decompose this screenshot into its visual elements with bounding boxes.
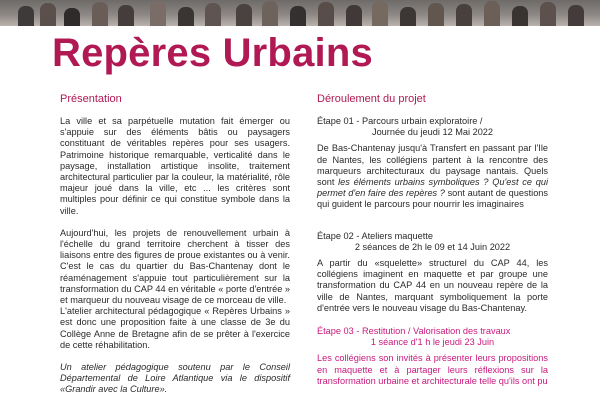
presentation-paragraph-3: L'atelier architectural pédagogique « Repères Urbains » est donc une proposition faite à une classe de 3e du Collège Anne de Bretagne afin de se prêter à l'exercice de cette réhabilitation. xyxy=(60,306,290,350)
step-03-title-line-2: 1 séance d'1 h le jeudi 23 Juin xyxy=(370,337,495,348)
project-steps-column xyxy=(317,92,548,399)
step-01 xyxy=(317,116,548,211)
step-03-title-line-1: Étape 03 - Restitution / Valorisation des travaux xyxy=(317,326,511,337)
presentation-heading: Présentation xyxy=(60,93,122,105)
step-01-body-questions: les éléments urbains symboliques ? Qu'est ce qui permet d'en faire des repères ? xyxy=(317,177,548,199)
step-02-body: A partir du «squelette» structurel du CAP 44, les collégiens imaginent en maquette et par groupe une transformation du CAP 44 en un nouveau repère de la ville de Nantes, marquant symboliquement la porte d'entrée vers le nouveau visage du Bas-Chantenay. xyxy=(317,258,548,313)
step-02-title-line-2: 2 séances de 2h le 09 et 14 Juin 2022 xyxy=(354,241,511,252)
step-01-title xyxy=(317,116,548,138)
step-02-title xyxy=(317,231,548,253)
step-01-title-line-2: Journée du jeudi 12 Mai 2022 xyxy=(371,127,494,138)
step-01-body-part-b: sont autant de questions qui guident le parcours pour nourrir les imaginaires xyxy=(317,188,549,210)
step-01-body-part-a: De Bas-Chantenay jusqu'à Transfert en passant par l'Ile de Nantes, les collégiens partent à la rencontre des marqueurs architecturaux du paysage nantais. Quels sont xyxy=(317,143,548,188)
document-title: Repères Urbains xyxy=(52,31,373,75)
step-02 xyxy=(317,231,548,314)
step-03 xyxy=(317,326,548,387)
step-01-body xyxy=(317,143,548,210)
step-01-title-line-1: Étape 01 - Parcours urbain exploratoire / xyxy=(317,116,483,126)
project-steps-heading: Déroulement du projet xyxy=(317,93,426,105)
presentation-paragraph-2: Aujourd'hui, les projets de renouvellement urbain à l'échelle du grand territoire cherchent à tisser des liaisons entre des figures de proue existantes ou à venir. C'est le cas du quartier du Bas-Chantenay dont le réaménagement s'appuie tout particulièrement sur la transformation du CAP 44 en véritable « porte d'entrée » et marqueur du nouveau visage de ce morceau de ville. xyxy=(60,227,290,306)
step-03-title xyxy=(317,326,548,348)
funding-note: Un atelier pédagogique soutenu par le Conseil Départemental de Loire Atlantique via le dispositif «Grandir avec la Culture». xyxy=(60,362,290,395)
presentation-column xyxy=(60,92,290,396)
header-photo xyxy=(0,0,600,26)
step-03-body: Les collégiens son invités à présenter leurs propositions en maquette et à partager leurs réflexions sur la transformation urbaine et architecturale telle qu'ils ont pu xyxy=(317,353,548,386)
step-02-title-line-1: Étape 02 - Ateliers maquette xyxy=(317,230,433,241)
presentation-paragraph-1: La ville et sa parpétuelle mutation fait émerger ou s'appuie sur des éléments bâtis ou paysagers constituant de véritables repères pour ses usagers. Patrimoine historique remarquable, verticalité dans le paysage, installation artistique insolite, traitement architectural particulier par la couleur, la matérialité, rôle majeur joué dans la ville, etc ... les critères sont multiples pour définir ce qui constitue symbole dans la ville. xyxy=(60,116,290,216)
